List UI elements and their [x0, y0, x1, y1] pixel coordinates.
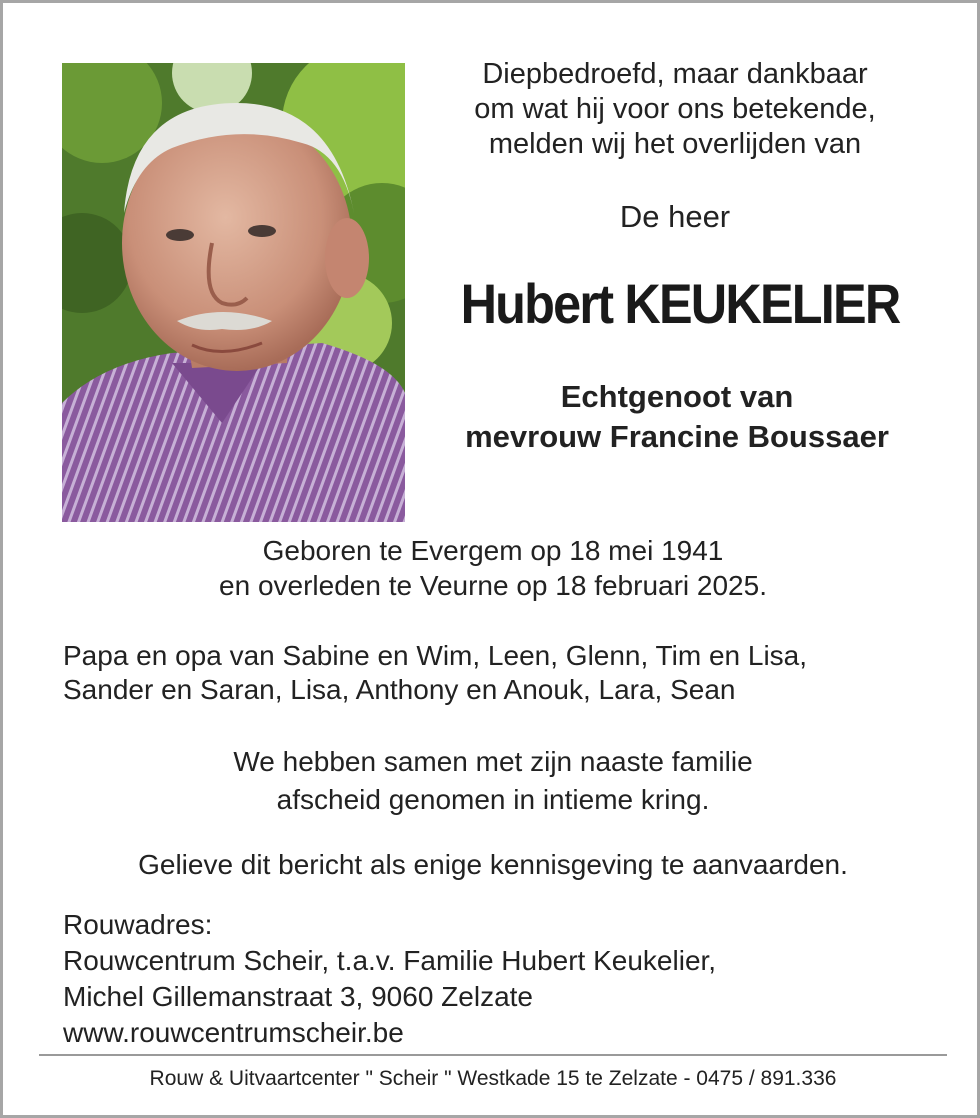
mourning-address [63, 907, 943, 1051]
spouse-line: Echtgenoot van [560, 379, 794, 414]
family-line: Sander en Saran, Lisa, Anthony en Anouk, Lara, Sean [63, 674, 736, 705]
portrait-photo [62, 63, 405, 522]
birth-line: Geboren te Evergem op 18 mei 1941 [262, 535, 724, 566]
footer-text: Rouw & Uitvaartcenter " Scheir " Westkade 15 te Zelzate - 0475 / 891.336 [149, 1067, 837, 1090]
address-line: Rouwcentrum Scheir, t.a.v. Familie Hubert Keukelier, [63, 945, 717, 976]
intro-line: om wat hij voor ons betekende, [474, 93, 876, 125]
intro-text [423, 57, 927, 162]
death-line: en overleden te Veurne op 18 februari 2025. [219, 570, 767, 601]
family-text [63, 639, 963, 707]
address-heading: Rouwadres: [63, 909, 213, 940]
farewell-line: afscheid genomen in intieme kring. [276, 784, 710, 815]
family-line: Papa en opa van Sabine en Wim, Leen, Glenn, Tim en Lisa, [63, 640, 808, 671]
address-line: Michel Gillemanstraat 3, 9060 Zelzate [63, 981, 533, 1012]
deceased-name: Hubert KEUKELIER [460, 272, 900, 335]
intro-line: Diepbedroefd, maar dankbaar [482, 58, 868, 90]
honorific-title: De heer [619, 199, 731, 234]
farewell-text [3, 743, 980, 819]
website-link[interactable]: www.rouwcentrumscheir.be [63, 1017, 404, 1048]
intro-line: melden wij het overlijden van [488, 128, 862, 160]
notice-text: Gelieve dit bericht als enige kennisgeving te aanvaarden. [138, 849, 848, 880]
spouse-line: mevrouw Francine Boussaer [465, 419, 889, 454]
farewell-line: We hebben samen met zijn naaste familie [233, 746, 753, 777]
birth-death-text [3, 533, 980, 603]
footer-divider [39, 1054, 947, 1056]
spouse-text [407, 377, 947, 457]
